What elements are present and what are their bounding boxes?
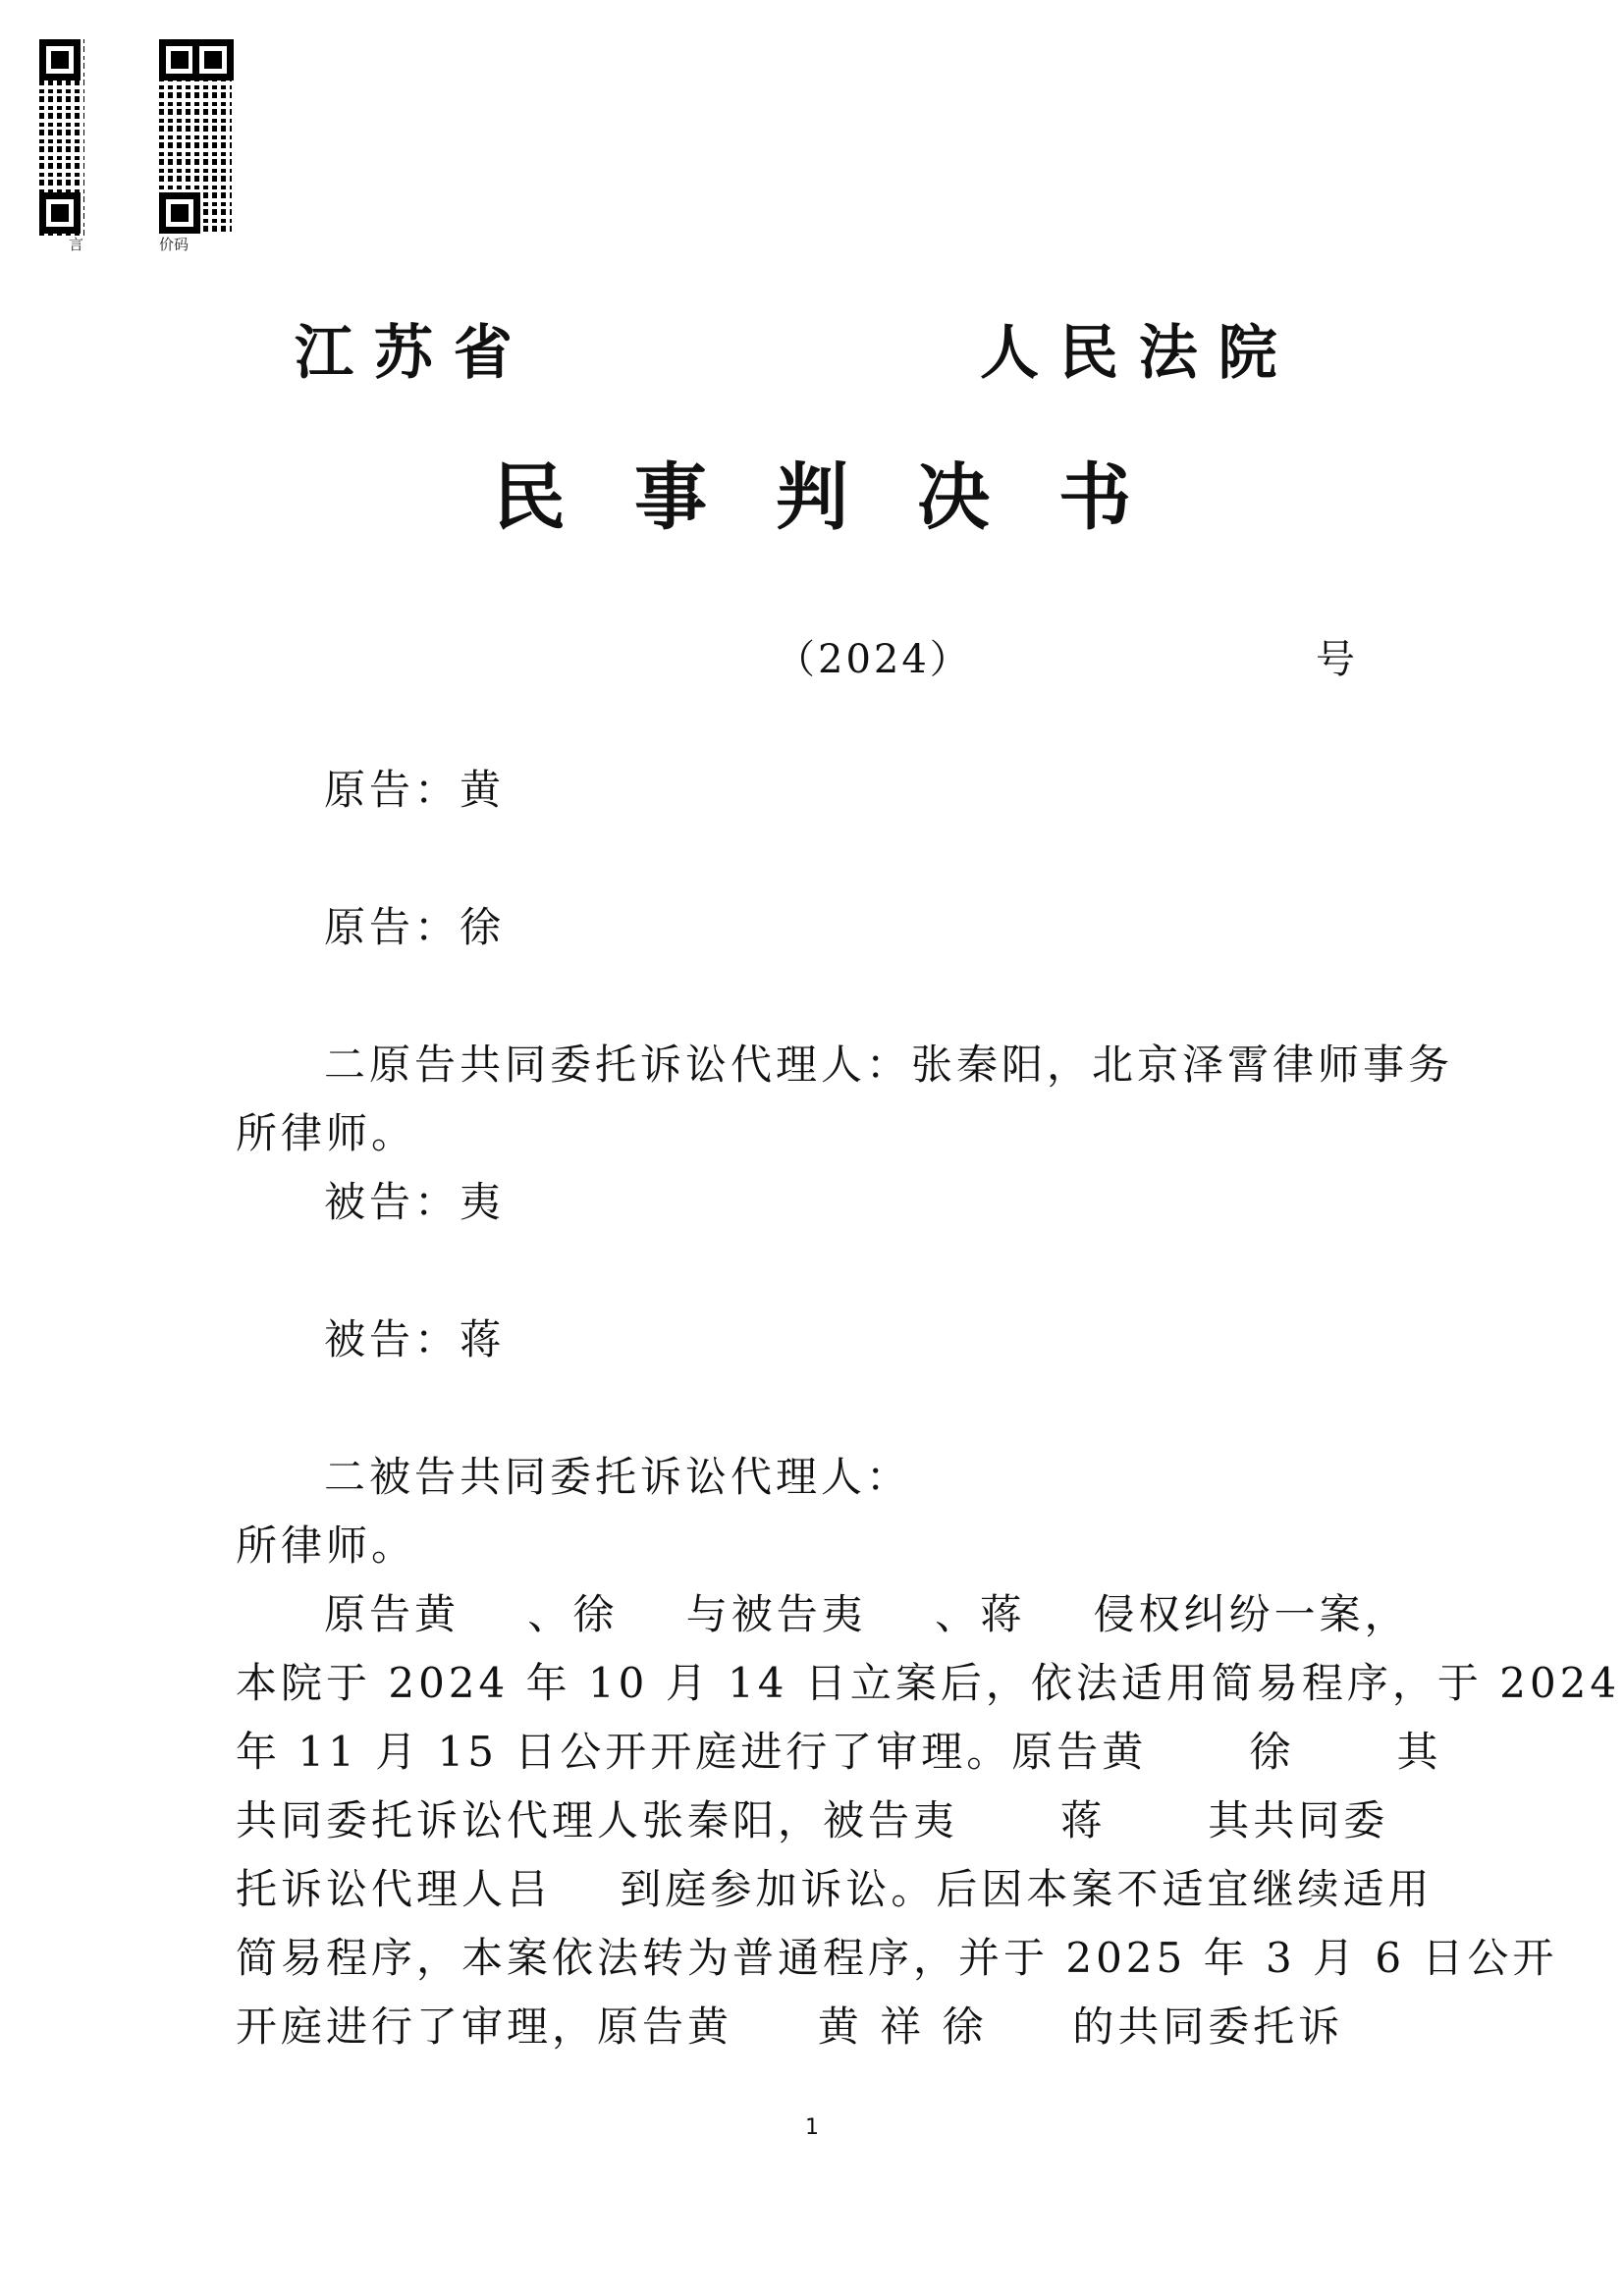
case-number-year: （2024）: [776, 637, 972, 682]
body-line-3: 年 11 月 15 日公开开庭进行了审理。原告黄 徐 其: [236, 1728, 1442, 1776]
court-name-province: 江 苏 省: [295, 319, 513, 388]
body-line-6: 简易程序，本案依法转为普通程序，并于 2025 年 3 月 6 日公开: [236, 1934, 1558, 1982]
page-number: 1: [805, 2115, 819, 2140]
case-number-suffix: 号: [1316, 637, 1358, 682]
defendant-1: 被告：夷: [324, 1178, 506, 1226]
body-line-2: 本院于 2024 年 10 月 14 日立案后，依法适用简易程序，于 2024: [236, 1659, 1621, 1707]
defendant-agent-cont: 所律师。: [236, 1522, 417, 1570]
body-line-4: 共同委托诉讼代理人张秦阳，被告夷 蒋 其共同委: [236, 1796, 1389, 1844]
court-name-court: 人 民 法 院: [980, 319, 1277, 388]
plaintiff-2: 原告：徐: [324, 903, 506, 951]
qr-finder-right-bottom: [159, 192, 200, 234]
qr-finder-right-top-b: [192, 39, 234, 80]
document-title: 民事判决书: [493, 455, 1200, 540]
plaintiff-agent-cont: 所律师。: [236, 1109, 417, 1157]
qr-finder-left-top: [39, 39, 81, 80]
qr-finder-left-bottom: [39, 192, 81, 234]
defendant-2: 被告：蒋: [324, 1315, 506, 1363]
qr-label-right: 价码: [159, 236, 189, 253]
plaintiff-agent: 二原告共同委托诉讼代理人：张秦阳，北京泽霄律师事务: [324, 1041, 1454, 1089]
body-line-5: 托诉讼代理人吕 到庭参加诉讼。后因本案不适宜继续适用: [236, 1865, 1434, 1913]
defendant-agent: 二被告共同委托诉讼代理人：: [324, 1453, 912, 1501]
qr-label-left: 言: [69, 236, 84, 253]
plaintiff-1: 原告：黄: [324, 766, 506, 814]
body-line-7: 开庭进行了审理，原告黄 黄 祥 徐 的共同委托诉: [236, 2002, 1344, 2051]
body-line-1: 原告黄 、徐 与被告夷 、蒋 侵权纠纷一案，: [324, 1590, 1410, 1638]
